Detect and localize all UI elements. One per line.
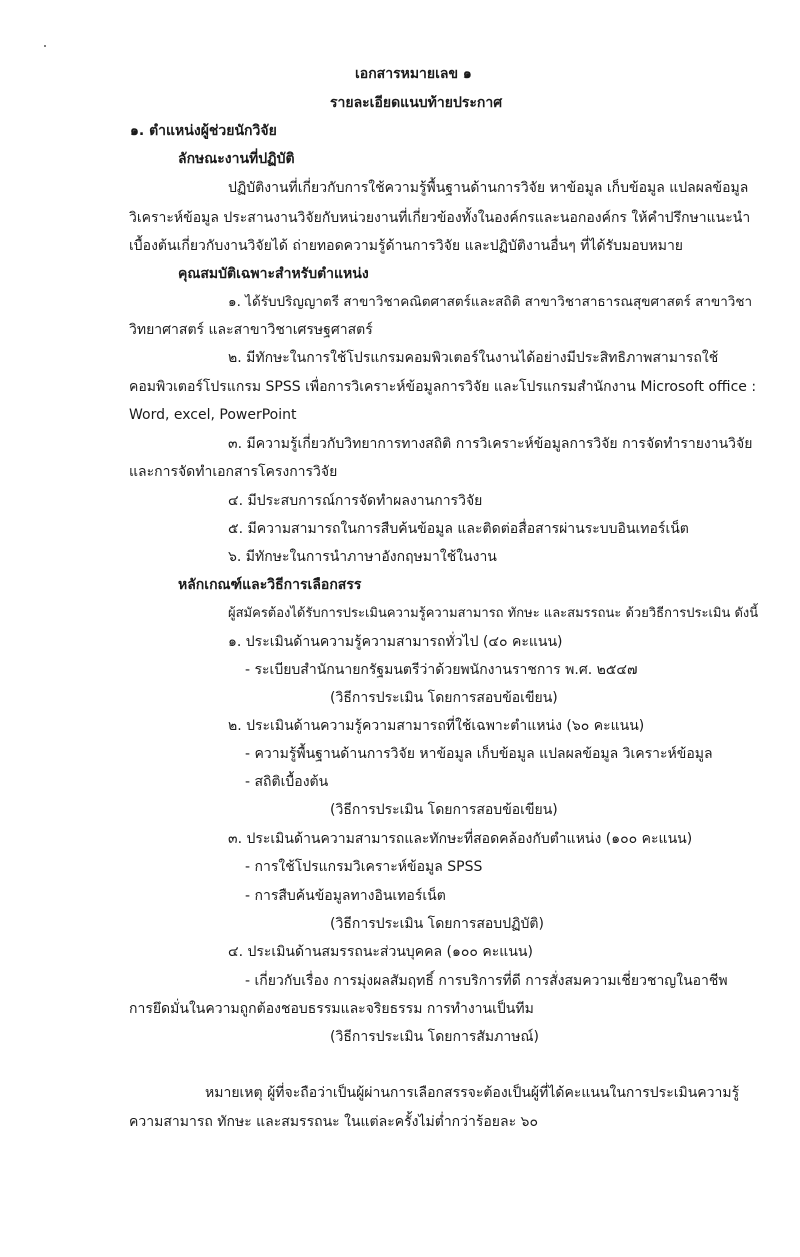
qualification-line: ๓. มีความรู้เกี่ยวกับวิทยาการทางสถิติ การวิเคราะห์ข้อมูลการวิจัย การจัดทำรายงานวิจัย (228, 436, 753, 452)
qualification-line: ๑. ได้รับปริญญาตรี สาขาวิชาคณิตศาสตร์และสถิติ สาขาวิชาสาธารณสุขศาสตร์ สาขาวิชา (228, 294, 753, 310)
criteria-detail: - ความรู้พื้นฐานด้านการวิจัย หาข้อมูล เก็บข้อมูล แปลผลข้อมูล วิเคราะห์ข้อมูล (245, 746, 713, 762)
scan-speck (44, 45, 46, 47)
qualification-line: ๖. มีทักษะในการนำภาษาอังกฤษมาใช้ในงาน (228, 549, 497, 565)
note-line: หมายเหตุ ผู้ที่จะถือว่าเป็นผู้ผ่านการเลือกสรรจะต้องเป็นผู้ที่ได้คะแนนในการประเมินความรู้ (205, 1085, 740, 1101)
duties-heading: ลักษณะงานที่ปฏิบัติ (178, 151, 295, 167)
qualification-line: ๔. มีประสบการณ์การจัดทำผลงานการวิจัย (228, 493, 483, 509)
criteria-item: ๒. ประเมินด้านความรู้ความสามารถที่ใช้เฉพาะตำแหน่ง (๖๐ คะแนน) (228, 718, 645, 734)
criteria-detail: การยึดมั่นในความถูกต้องชอบธรรมและจริยธรรม การทำงานเป็นทีม (129, 1001, 534, 1017)
criteria-detail: - การสืบค้นข้อมูลทางอินเทอร์เน็ต (245, 888, 446, 904)
duties-line: เบื้องต้นเกี่ยวกับงานวิจัยได้ ถ่ายทอดความรู้ด้านการวิจัย และปฏิบัติงานอื่นๆ ที่ได้รับมอบหมาย (129, 238, 684, 254)
qualification-line: วิทยาศาสตร์ และสาขาวิชาเศรษฐศาสตร์ (129, 322, 373, 338)
qualification-line: คอมพิวเตอร์โปรแกรม SPSS เพื่อการวิเคราะห์ข้อมูลการวิจัย และโปรแกรมสำนักงาน Microsoft office : (129, 379, 757, 395)
criteria-detail: - การใช้โปรแกรมวิเคราะห์ข้อมูล SPSS (245, 859, 483, 875)
document-subtitle: รายละเอียดแนบท้ายประกาศ (330, 95, 503, 111)
qualification-line: ๕. มีความสามารถในการสืบค้นข้อมูล และติดต่อสื่อสารผ่านระบบอินเทอร์เน็ต (228, 521, 689, 537)
document-title: เอกสารหมายเลข ๑ (355, 66, 472, 82)
qualification-line: Word, excel, PowerPoint (129, 407, 297, 423)
criteria-item: ๔. ประเมินด้านสมรรถนะส่วนบุคคล (๑๐๐ คะแนน) (228, 944, 533, 960)
note-line: ความสามารถ ทักษะ และสมรรถนะ ในแต่ละครั้งไม่ต่ำกว่าร้อยละ ๖๐ (129, 1114, 538, 1130)
assessment-method: (วิธีการประเมิน โดยการสอบข้อเขียน) (330, 690, 558, 706)
qualifications-heading: คุณสมบัติเฉพาะสำหรับตำแหน่ง (178, 266, 369, 282)
duties-line: ปฏิบัติงานที่เกี่ยวกับการใช้ความรู้พื้นฐานด้านการวิจัย หาข้อมูล เก็บข้อมูล แปลผลข้อมูล (228, 180, 749, 196)
assessment-method: (วิธีการประเมิน โดยการสอบข้อเขียน) (330, 802, 558, 818)
criteria-detail: - ระเบียบสำนักนายกรัฐมนตรีว่าด้วยพนักงานราชการ พ.ศ. ๒๕๔๗ (245, 662, 638, 678)
criteria-detail: - สถิติเบื้องต้น (245, 774, 329, 790)
criteria-item: ๑. ประเมินด้านความรู้ความสามารถทั่วไป (๔๐ คะแนน) (228, 634, 563, 650)
criteria-detail: - เกี่ยวกับเรื่อง การมุ่งผลสัมฤทธิ์ การบริการที่ดี การสั่งสมความเชี่ยวชาญในอาชีพ (245, 973, 728, 989)
assessment-method: (วิธีการประเมิน โดยการสอบปฏิบัติ) (330, 916, 544, 932)
criteria-item: ๓. ประเมินด้านความสามารถและทักษะที่สอดคล้องกับตำแหน่ง (๑๐๐ คะแนน) (228, 831, 693, 847)
criteria-heading: หลักเกณฑ์และวิธีการเลือกสรร (178, 577, 362, 593)
criteria-intro: ผู้สมัครต้องได้รับการประเมินความรู้ความสามารถ ทักษะ และสมรรถนะ ด้วยวิธีการประเมิน ดังนี้ (228, 606, 759, 621)
qualification-line: และการจัดทำเอกสารโครงการวิจัย (129, 464, 338, 480)
duties-line: วิเคราะห์ข้อมูล ประสานงานวิจัยกับหน่วยงานที่เกี่ยวข้องทั้งในองค์กรและนอกองค์กร ให้คำปรึกษาแนะนำ (129, 210, 751, 226)
position-heading: ๑. ตำแหน่งผู้ช่วยนักวิจัย (130, 123, 277, 139)
qualification-line: ๒. มีทักษะในการใช้โปรแกรมคอมพิวเตอร์ในงานได้อย่างมีประสิทธิภาพสามารถใช้ (228, 350, 719, 366)
assessment-method: (วิธีการประเมิน โดยการสัมภาษณ์) (330, 1029, 539, 1045)
